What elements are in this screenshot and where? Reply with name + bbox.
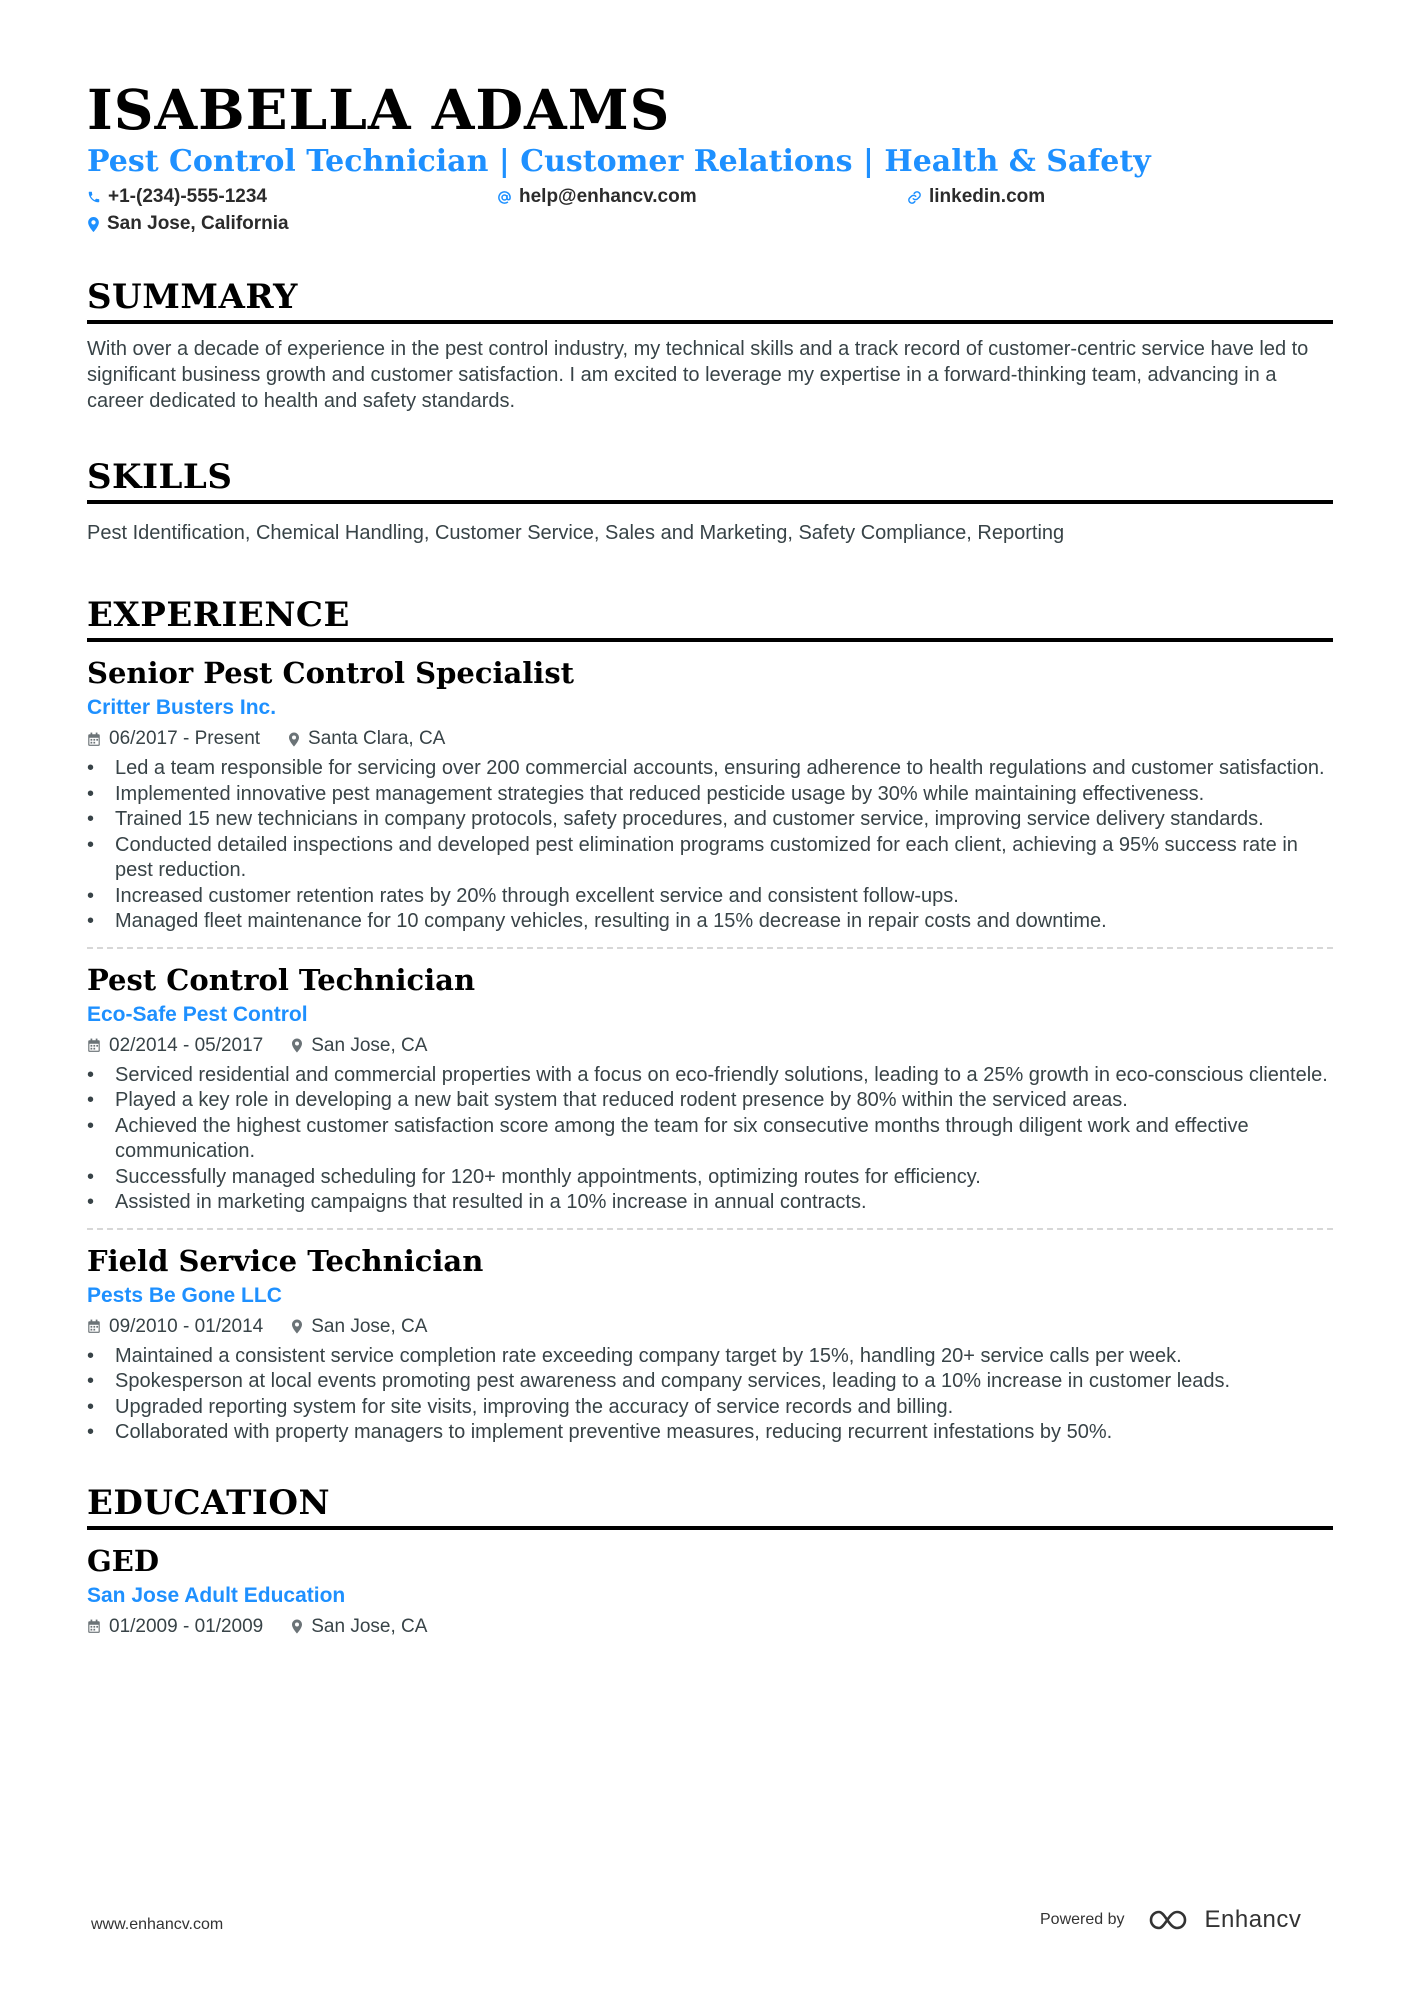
job-dates	[87, 726, 260, 752]
skills-text: Pest Identification, Chemical Handling, Customer Service, Sales and Marketing, Safety Compliance, Reporting	[87, 522, 1065, 544]
bullet-item: • Achieved the highest customer satisfaction score among the team for six consecutive months through diligent work and effective communication.	[87, 1114, 1333, 1165]
map-pin-icon	[87, 217, 100, 232]
degree-title: GED	[87, 1543, 160, 1578]
section-divider	[87, 320, 1333, 324]
job-entry	[87, 1242, 1333, 1446]
calendar-icon	[87, 732, 101, 747]
resume-page	[87, 78, 1333, 1640]
job-title: Field Service Technician	[87, 1243, 484, 1278]
summary-section	[87, 276, 1333, 414]
skills-heading: SKILLS	[87, 457, 233, 497]
job-dates-text: 09/2010 - 01/2014	[109, 1315, 264, 1337]
education-dates-text: 01/2009 - 01/2009	[109, 1615, 264, 1637]
powered-by-label: Powered by	[1040, 1911, 1125, 1928]
job-dates	[87, 1033, 263, 1059]
job-bullets	[87, 1063, 1333, 1216]
contact-info	[87, 184, 1333, 242]
bullet-item: • Assisted in marketing campaigns that resulted in a 10% increase in annual contracts.	[87, 1190, 1333, 1216]
job-dates-text: 02/2014 - 05/2017	[109, 1034, 264, 1056]
calendar-icon	[87, 1619, 101, 1634]
bullet-item: • Led a team responsible for servicing over 200 commercial accounts, ensuring adherence to health regulations and customer satisfaction.	[87, 756, 1333, 782]
job-divider	[87, 1228, 1333, 1230]
contact-location	[87, 211, 289, 237]
company-name: Eco-Safe Pest Control	[87, 1002, 308, 1026]
job-dates-text: 06/2017 - Present	[109, 728, 261, 749]
education-heading: EDUCATION	[87, 1482, 331, 1523]
section-divider	[87, 500, 1333, 504]
calendar-icon	[87, 1319, 101, 1334]
contact-phone	[87, 184, 267, 210]
bullet-item: • Collaborated with property managers to implement preventive measures, reducing recurrent infestations by 50%.	[87, 1420, 1333, 1446]
section-divider	[87, 1526, 1333, 1530]
job-meta	[87, 1033, 1333, 1059]
map-pin-icon	[291, 1038, 303, 1053]
job-dates	[87, 1314, 263, 1340]
education-location	[291, 1614, 427, 1640]
resume-header	[87, 78, 1333, 242]
job-location	[288, 726, 445, 752]
email-text[interactable]: help@enhancv.com	[519, 186, 697, 207]
map-pin-icon	[288, 732, 300, 747]
experience-section	[87, 594, 1333, 1446]
bullet-item: • Increased customer retention rates by 20% through excellent service and consistent follow-ups.	[87, 884, 1333, 910]
job-location-text: San Jose, CA	[311, 1315, 428, 1337]
location-text: San Jose, California	[107, 213, 289, 234]
bullet-item: • Upgraded reporting system for site visits, improving the accuracy of service records and billing.	[87, 1395, 1333, 1421]
summary-text: With over a decade of experience in the pest control industry, my technical skills and a track record of customer-centric service have led to significant business growth and customer satisfaction. I am excited to leverage my expertise in a forward-thinking team, advancing in a career dedicated to health and safety standards.	[87, 338, 1309, 412]
bullet-item: • Conducted detailed inspections and developed pest elimination programs customized for each client, achieving a 95% success rate in pest reduction.	[87, 833, 1333, 884]
link-icon	[907, 190, 922, 205]
job-bullets	[87, 1344, 1333, 1446]
phone-icon	[87, 190, 101, 204]
enhancv-logo-icon	[1147, 1908, 1195, 1932]
contact-email[interactable]	[497, 184, 697, 210]
experience-heading: EXPERIENCE	[87, 595, 350, 635]
linkedin-text[interactable]: linkedin.com	[929, 186, 1046, 207]
summary-heading: SUMMARY	[87, 277, 298, 317]
bullet-item: • Played a key role in developing a new bait system that reduced rodent presence by 80% within the serviced areas.	[87, 1088, 1333, 1114]
candidate-title: Pest Control Technician | Customer Relations | Health & Safety	[87, 144, 1151, 179]
job-divider	[87, 947, 1333, 949]
job-bullets	[87, 756, 1333, 935]
job-entry	[87, 961, 1333, 1216]
company-name: Critter Busters Inc.	[87, 696, 277, 719]
section-divider	[87, 638, 1333, 642]
at-sign-icon	[497, 190, 512, 205]
footer-branding	[1040, 1906, 1301, 1934]
enhancv-logo[interactable]	[1147, 1906, 1302, 1934]
job-location	[291, 1033, 427, 1059]
education-dates	[87, 1614, 263, 1640]
candidate-name: ISABELLA ADAMS	[87, 77, 671, 142]
map-pin-icon	[291, 1319, 303, 1334]
job-meta	[87, 726, 1333, 752]
contact-linkedin[interactable]	[907, 184, 1045, 210]
phone-text: +1-(234)-555-1234	[108, 186, 267, 207]
bullet-item: • Managed fleet maintenance for 10 company vehicles, resulting in a 15% decrease in repair costs and downtime.	[87, 909, 1333, 935]
job-location-text: Santa Clara, CA	[308, 728, 446, 749]
map-pin-icon	[291, 1619, 303, 1634]
job-location	[291, 1314, 427, 1340]
education-meta	[87, 1614, 1333, 1640]
bullet-item: • Spokesperson at local events promoting pest awareness and company services, leading to a 10% increase in customer leads.	[87, 1369, 1333, 1395]
bullet-item: • Maintained a consistent service completion rate exceeding company target by 15%, handling 20+ service calls per week.	[87, 1344, 1333, 1370]
bullet-item: • Serviced residential and commercial properties with a focus on eco-friendly solutions, leading to a 25% growth in eco-conscious clientele.	[87, 1063, 1333, 1089]
bullet-item: • Successfully managed scheduling for 120+ monthly appointments, optimizing routes for efficiency.	[87, 1165, 1333, 1191]
job-title: Senior Pest Control Specialist	[87, 656, 575, 690]
brand-name: Enhancv	[1204, 1906, 1302, 1933]
company-name: Pests Be Gone LLC	[87, 1283, 282, 1307]
job-title: Pest Control Technician	[87, 962, 476, 997]
job-location-text: San Jose, CA	[311, 1034, 428, 1056]
bullet-item: • Implemented innovative pest management strategies that reduced pesticide usage by 30% while maintaining effectiveness.	[87, 782, 1333, 808]
school-name: San Jose Adult Education	[87, 1583, 346, 1607]
job-meta	[87, 1314, 1333, 1340]
job-entry	[87, 654, 1333, 935]
bullet-item: • Trained 15 new technicians in company protocols, safety procedures, and customer service, improving service delivery standards.	[87, 807, 1333, 833]
education-location-text: San Jose, CA	[311, 1615, 428, 1637]
education-entry	[87, 1542, 1333, 1640]
footer-website[interactable]: www.enhancv.com	[91, 1916, 224, 1933]
skills-section	[87, 456, 1333, 546]
education-section	[87, 1482, 1333, 1640]
calendar-icon	[87, 1038, 101, 1053]
